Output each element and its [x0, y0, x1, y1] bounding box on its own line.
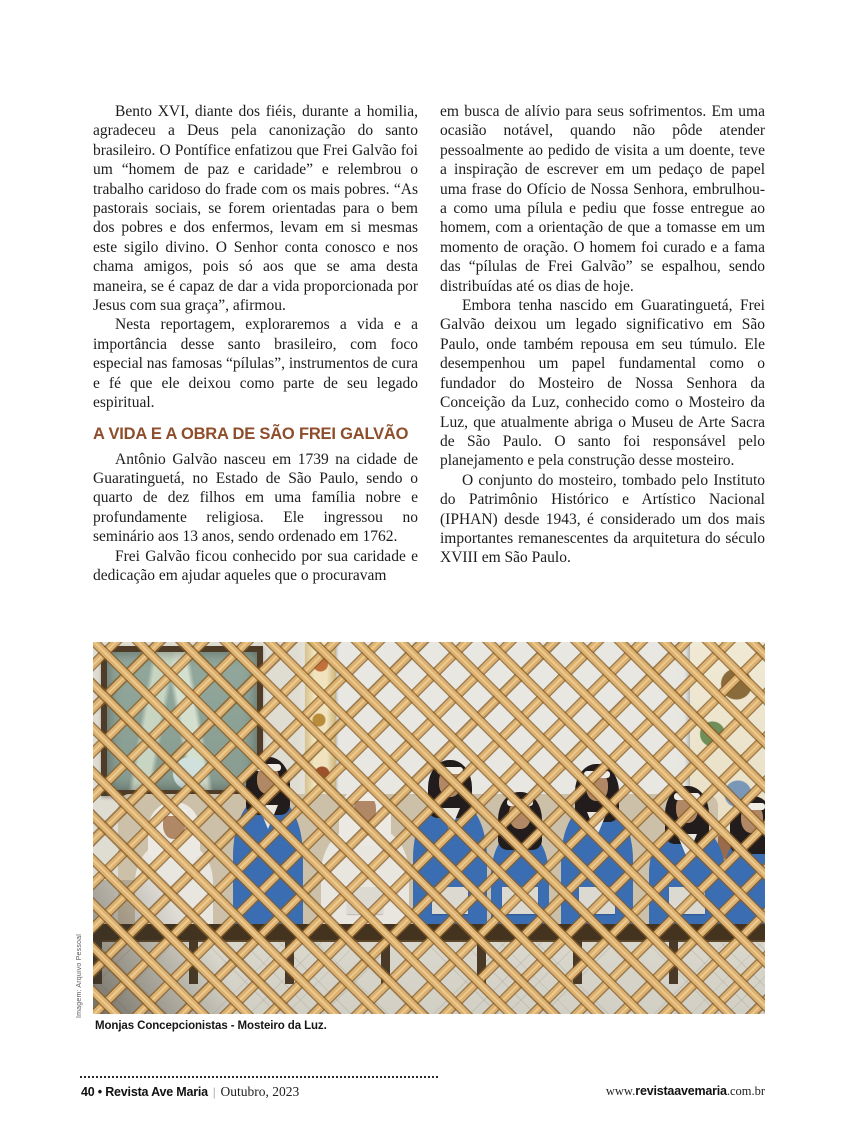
photo-caption: Monjas Concepcionistas - Mosteiro da Luz.	[95, 1020, 327, 1032]
column-left	[93, 102, 418, 585]
column-right	[440, 102, 765, 585]
footer-dotted-rule	[80, 1076, 438, 1078]
photo-credit: Imagem: Arquivo Pessoal	[76, 934, 83, 1018]
page-number-and-magazine: 40 • Revista Ave Maria	[81, 1085, 208, 1099]
body-paragraph: Nesta reportagem, exploraremos a vida e a importância desse santo brasileiro, com foco especial nas famosas “pílulas”, instrumentos de cura e fé que ele deixou como parte de seu legado espiritual.	[93, 316, 418, 412]
section-heading: A VIDA E A OBRA DE SÃO FREI GALVÃO	[93, 424, 409, 443]
footer-left	[81, 1084, 299, 1100]
website-name: revistaavemaria	[635, 1084, 727, 1098]
website-suffix: .com.br	[726, 1084, 765, 1098]
body-paragraph: em busca de alívio para seus sofrimentos. Em uma ocasião notável, quando não pôde atender pessoalmente ao pedido de visita a um doente, teve a inspiração de escrever em um pedaço de papel uma frase do Ofício de Nossa Senhora, embrulhou-a como uma pílula e pediu que fosse entregue ao homem, com a orientação de que a tomasse em um momento de oração. O homem foi curado e a fama das “pílulas de Frei Galvão” se espalhou, sendo distribuídas até os dias de hoje.	[440, 103, 765, 295]
body-paragraph: Embora tenha nascido em Guaratinguetá, Frei Galvão deixou um legado significativo em São Paulo, onde também repousa em seu túmulo. Ele desempenhou um papel fundamental como o fundador do Mosteiro de Nossa Senhora da Conceição da Luz, conhecido como o Mosteiro da Luz, que atualmente abriga o Museu de Arte Sacra de São Paulo. O santo foi responsável pelo planejamento e pela construção desse mosteiro.	[440, 297, 765, 470]
footer-separator: |	[212, 1084, 216, 1099]
issue-date: Outubro, 2023	[220, 1084, 300, 1099]
body-paragraph: Bento XVI, diante dos fiéis, durante a homilia, agradeceu a Deus pela canonização do santo brasileiro. O Pontífice enfatizou que Frei Galvão foi um “homem de paz e caridade” e relembrou o trabalho caridoso do frade com os mais pobres. “As pastorais sociais, se forem orientadas para o bem dos pobres e dos enfermos, levam em si mesmas este sigilo divino. O Senhor conta conosco e nos chama amigos, pois só aos que se ama desta maneira, se é capaz de dar a vida proporcionada por Jesus com sua graça”, afirmou.	[93, 103, 418, 315]
article-body	[93, 102, 765, 585]
magazine-website	[606, 1084, 765, 1099]
photo-lattice-screen	[93, 642, 765, 1014]
website-prefix: www.	[605, 1084, 636, 1098]
photo-nuns-mosteiro-da-luz	[93, 642, 765, 1014]
body-paragraph: Antônio Galvão nasceu em 1739 na cidade de Guaratinguetá, no Estado de São Paulo, sendo o quarto de dez filhos em uma família nobre e profundamente religiosa. Ele ingressou no seminário aos 13 anos, sendo ordenado em 1762.	[93, 450, 418, 546]
body-paragraph: Frei Galvão ficou conhecido por sua caridade e dedicação em ajudar aqueles que o procuravam	[93, 547, 418, 584]
body-paragraph: O conjunto do mosteiro, tombado pelo Instituto do Patrimônio Histórico e Artístico Nacional (IPHAN) desde 1943, é considerado um dos mais importantes remanescentes da arquitetura do século XVIII em São Paulo.	[440, 471, 765, 567]
